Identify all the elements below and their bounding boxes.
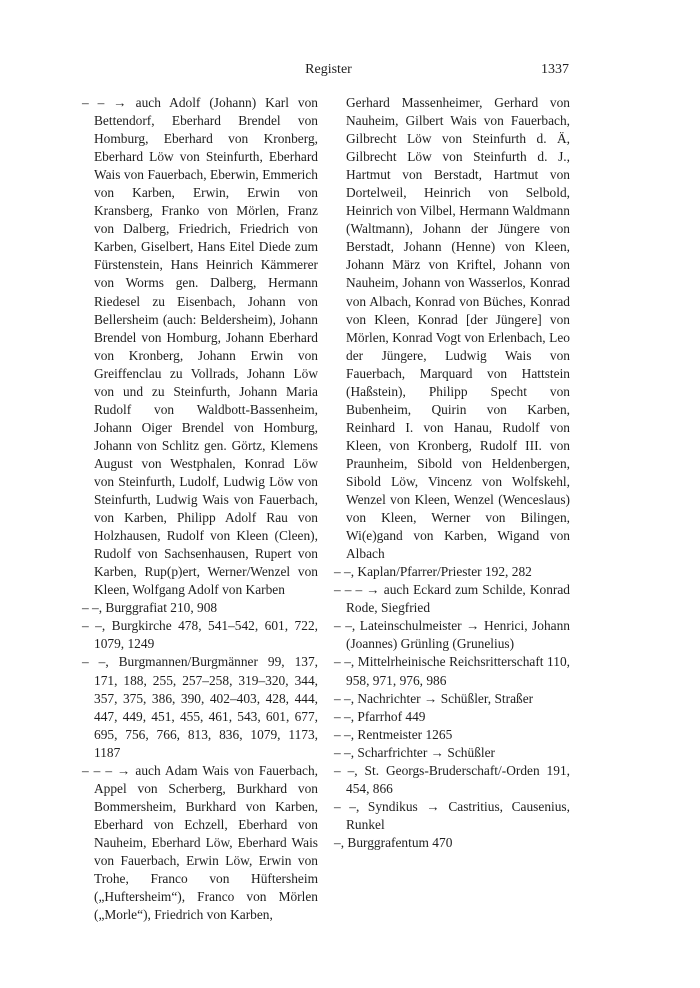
register-entry: –, Burggrafentum 470 (334, 834, 453, 850)
running-title: Register (305, 62, 352, 77)
register-entry: – –, Burgkirche 478, 541–542, 601, 722, 1079, 1249 (82, 618, 318, 652)
register-entry: – –, Lateinschulmeister → Henrici, Johann (Joannes) Grünling (Grunelius) (334, 618, 570, 652)
right-column (334, 94, 570, 852)
left-column (82, 94, 318, 924)
register-entry: – – – → auch Adam Wais von Fauerbach, Appel von Scherberg, Burkhard von Bommersheim, Burkhard von Karben, Eberhard von Echzell, Eberhard von Nauheim, Eberhard Löw, Eberhard Wais von Fauerbach, Erwin Löw, Erwin von Trohe, Franco von Hüftersheim („Huftersheim“), Franco von Mörlen („Morle“), Friedrich von Karben, (82, 762, 318, 923)
register-entry: – –, Burgmannen/Burgmänner 99, 137, 171, 188, 255, 257–258, 319–320, 344, 357, 375, 386, 390, 402–403, 428, 444, 447, 449, 451, 455, 461, 543, 601, 677, 695, 756, 766, 813, 836, 1079, 1173, 1187 (82, 654, 318, 760)
register-entry: – –, Scharfrichter → Schüßler (334, 744, 496, 760)
register-entry: – – – → auch Eckard zum Schilde, Konrad Rode, Siegfried (334, 582, 570, 616)
register-entry: – –, Rentmeister 1265 (334, 726, 453, 742)
register-entry: – –, Kaplan/Pfarrer/Priester 192, 282 (334, 564, 532, 580)
page-number: 1337 (541, 62, 569, 77)
register-entry: – –, Syndikus → Castritius, Causenius, Runkel (334, 798, 570, 832)
register-entry: – –, Burggrafiat 210, 908 (82, 600, 218, 616)
register-entry: – –, St. Georgs-Bruderschaft/-Orden 191, 454, 866 (334, 762, 570, 796)
register-entry-continued: Gerhard Massenheimer, Gerhard von Nauheim, Gilbert Wais von Fauerbach, Gilbrecht Löw von Steinfurth d. Ä, Gilbrecht Löw von Steinfurth d. J., Hartmut von Berstadt, Hartmut von Dortelweil, Heinrich von Selbold, Heinrich von Vilbel, Hermann Waldmann (Waltmann), Johann der Jüngere von Berstadt, Johann (Henne) von Kleen, Johann März von Kriftel, Johann von Nauheim, Johann von Wasserlos, Konrad von Albach, Konrad von Büches, Konrad von Kleen, Konrad [der Jüngere] von Mörlen, Konrad Vogt von Erlenbach, Leo der Jüngere, Ludwig Wais von Fauerbach, Marquard von Hattstein (Haßstein), Philipp Specht von Bubenheim, Quirin von Karben, Reinhard I. von Hanau, Rudolf von Kleen, von Kronberg, Rudolf III. von Praunheim, Sibold von Heldenbergen, Sibold Löw, Vincenz von Wolfskehl, Wenzel von Kleen, Wenzel (Wenceslaus) von Kleen, Werner von Bilingen, Wi(e)gand von Karben, Wigand von Albach (346, 95, 570, 562)
register-entry: – –, Nachrichter → Schüßler, Straßer (334, 690, 534, 706)
register-entry: – – → auch Adolf (Johann) Karl von Bettendorf, Eberhard Brendel von Homburg, Eberhard von Kronberg, Eberhard Löw von Steinfurth, Eberhard Wais von Fauerbach, Eberwin, Emmerich von Karben, Erwin, Erwin von Kransberg, Franko von Mörlen, Franz von Dalberg, Friedrich, Friedrich von Karben, Giselbert, Hans Eitel Diede zum Fürstenstein, Hans Heinrich Kämmerer von Worms gen. Dalberg, Hermann Riedesel zu Eisenbach, Johann von Bellersheim (auch: Beldersheim), Johann Brendel von Homburg, Johann Eberhard von Kronberg, Johann Erwin von Greiffenclau zu Vollrads, Johann Löw von und zu Steinfurth, Johann Maria Rudolf von Waldbott-Bassenheim, Johann Oiger Brendel von Homburg, Johann von Schlitz gen. Görtz, Klemens August von Westphalen, Konrad Löw von Steinfurth, Ludolf, Ludwig Löw von Steinfurth, Ludwig Wais von Fauerbach, von Karben, Philipp Adolf Rau von Holzhausen, Rudolf von Kleen (Cleen), Rudolf von Sachsenhausen, Rupert von Karben, Rup(p)ert, Werner/Wenzel von Kleen, Wolfgang Adolf von Karben (82, 95, 318, 598)
page-header (88, 62, 569, 82)
register-entry: – –, Mittelrheinische Reichsritterschaft 110, 958, 971, 976, 986 (334, 654, 570, 688)
register-entry: – –, Pfarrhof 449 (334, 708, 426, 724)
